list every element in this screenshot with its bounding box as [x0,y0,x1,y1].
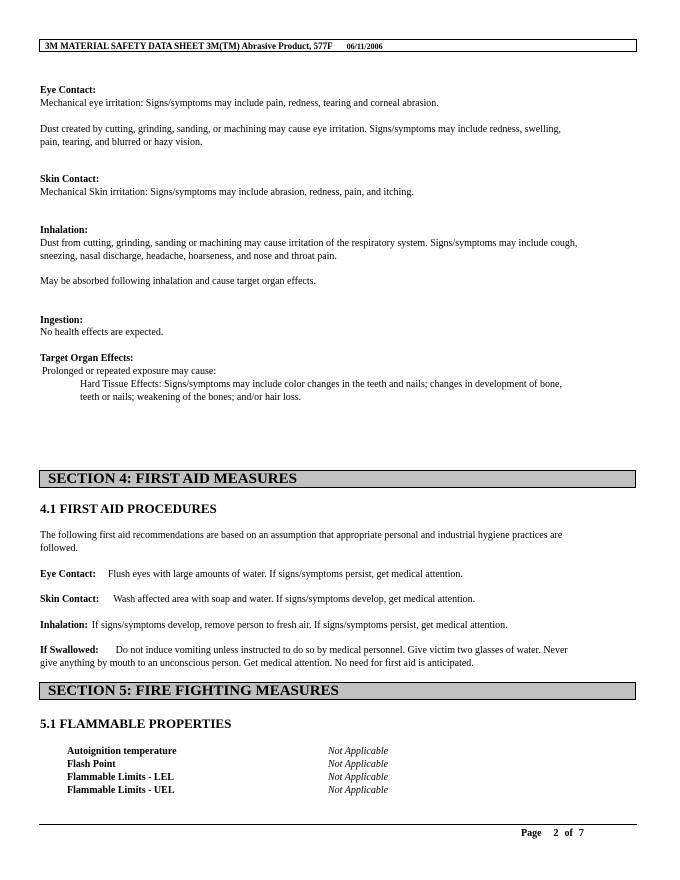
header-title: 3M MATERIAL SAFETY DATA SHEET 3M(TM) Abrasive Product, 577F [45,41,333,51]
first-aid-inhalation [40,619,644,632]
first-aid-inhalation-text: If signs/symptoms develop, remove person to fresh air. If signs/symptoms persist, get medical attention. [91,620,508,631]
page-of-label: of [564,828,573,839]
first-aid-inhalation-label: Inhalation: [40,620,88,631]
first-aid-swallowed-text-line2: give anything by mouth to an unconscious person. Get medical attention. No need for first aid is anticipated. [40,658,474,669]
footer-divider [39,824,637,825]
target-organ-heading: Target Organ Effects: [40,353,134,364]
inhalation-text-line1: Dust from cutting, grinding, sanding or machining may cause irritation of the respiratory system. Signs/symptoms may include cough, [40,238,578,249]
property-label-autoignition: Autoignition temperature [67,746,177,757]
eye-contact-heading: Eye Contact: [40,85,96,96]
page-number: 2 [553,828,559,839]
skin-contact-text: Mechanical Skin irritation: Signs/symptoms may include abrasion, redness, pain, and itching. [40,187,414,198]
document-header [39,39,637,52]
property-value-flash-point: Not Applicable [328,759,389,770]
target-organ-intro: Prolonged or repeated exposure may cause: [42,366,217,377]
first-aid-skin-label: Skin Contact: [40,594,100,605]
hard-tissue-text-line1: Hard Tissue Effects: Signs/symptoms may include color changes in the teeth and nails; changes in development of bone, [80,379,562,390]
eye-dust-text-line1: Dust created by cutting, grinding, sanding, or machining may cause eye irritation. Signs/symptoms may include redness, swelling, [40,124,562,135]
ingestion-heading: Ingestion: [40,315,83,326]
eye-contact-text: Mechanical eye irritation: Signs/symptoms may include pain, redness, tearing and corneal abrasion. [40,98,439,109]
inhalation-heading: Inhalation: [40,225,88,236]
inhalation-absorbed-text: May be absorbed following inhalation and cause target organ effects. [40,276,317,287]
ingestion-text: No health effects are expected. [40,327,164,338]
first-aid-swallowed [40,644,644,657]
property-label-lel: Flammable Limits - LEL [67,772,174,783]
first-aid-eye [40,568,644,581]
first-aid-skin [40,593,644,606]
property-label-uel: Flammable Limits - UEL [67,785,175,796]
eye-dust-text-line2: pain, tearing, and blurred or hazy vision. [40,137,203,148]
first-aid-eye-text: Flush eyes with large amounts of water. If signs/symptoms persist, get medical attention. [107,569,463,580]
flammable-properties-heading: 5.1 FLAMMABLE PROPERTIES [40,716,232,731]
page-indicator [521,828,584,839]
section-5-title: SECTION 5: FIRE FIGHTING MEASURES [39,682,636,700]
property-label-flash-point: Flash Point [67,759,116,770]
hard-tissue-text-line2: teeth or nails; weakening of the bones; and/or hair loss. [80,392,302,403]
page-total: 7 [578,828,584,839]
section-4-title: SECTION 4: FIRST AID MEASURES [39,470,636,488]
first-aid-intro-line2: followed. [40,543,79,554]
inhalation-text-line2: sneezing, nasal discharge, headache, hoarseness, and nose and throat pain. [40,251,337,262]
first-aid-eye-label: Eye Contact: [40,569,96,580]
page-label: Page [521,828,542,839]
first-aid-intro-line1: The following first aid recommendations are based on an assumption that appropriate personal and industrial hygiene practices are [40,530,563,541]
first-aid-skin-text: Wash affected area with soap and water. If signs/symptoms develop, get medical attention. [113,594,476,605]
property-value-uel: Not Applicable [328,785,389,796]
first-aid-procedures-heading: 4.1 FIRST AID PROCEDURES [40,501,217,516]
first-aid-swallowed-text-line1: Do not induce vomiting unless instructed to do so by medical personnel. Give victim two glasses of water. Never [115,645,568,656]
property-value-lel: Not Applicable [328,772,389,783]
header-date: 06/11/2006 [346,42,383,51]
skin-contact-heading: Skin Contact: [40,174,100,185]
property-value-autoignition: Not Applicable [328,746,389,757]
first-aid-swallowed-label: If Swallowed: [40,645,99,656]
